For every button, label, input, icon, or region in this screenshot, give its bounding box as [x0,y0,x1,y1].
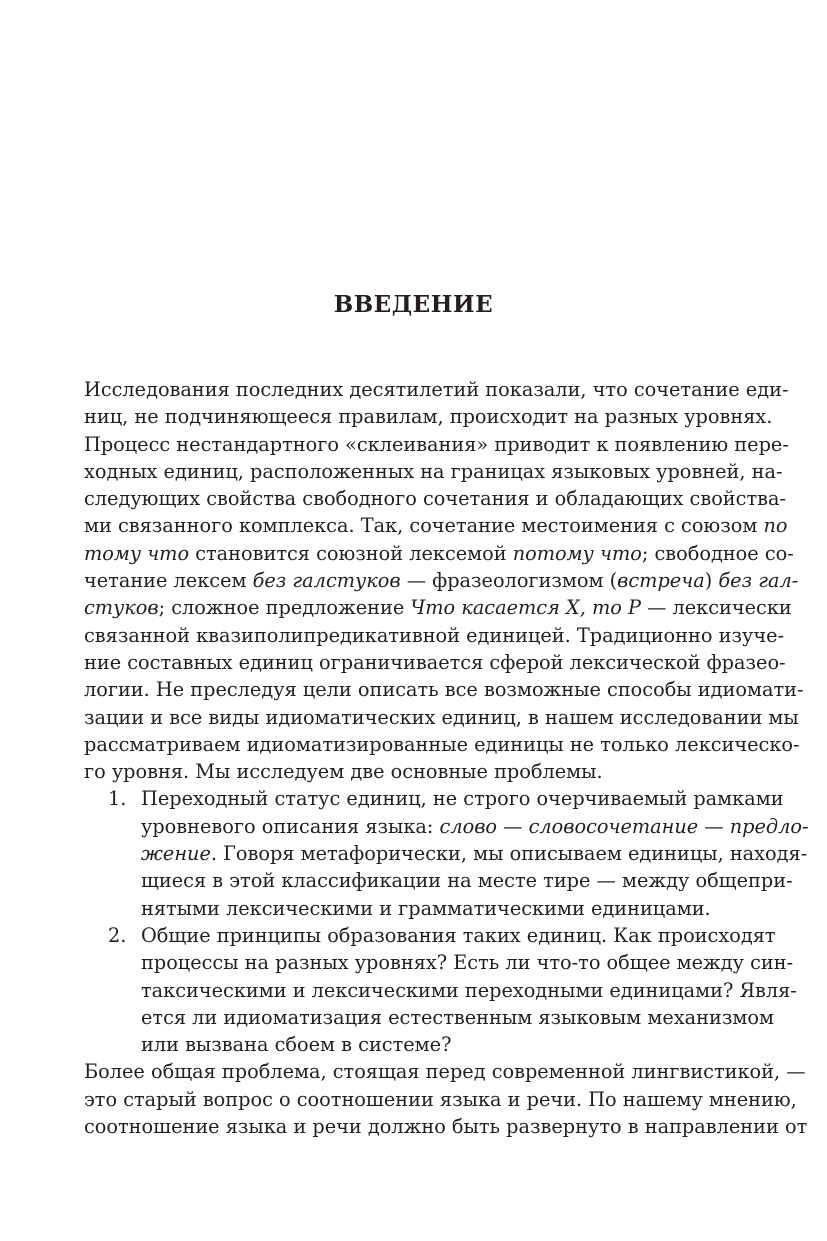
text-line: стуков; сложное предложение Что касается X, то P — лексически [84,596,792,620]
paragraph [84,376,804,785]
list-item-line: щиеся в этой классификации на месте тире — между общепри- [141,869,793,893]
list-item [84,785,809,921]
list-item-line: нятыми лексическими и грамматическими единицами. [141,896,711,920]
body-text [84,376,809,1140]
text-line: ходных единиц, расположенных на границах языковых уровней, на- [84,459,783,483]
text-line: Более общая проблема, стоящая перед современной лингвистикой, — [84,1060,806,1084]
list-item-line: 2. Общие принципы образования таких единиц. Как происходят [84,922,736,949]
list-item-line: 1. Переходный статус единиц, не строго очерчиваемый рамками [84,785,736,812]
text-line: Исследования последних десятилетий показали, что сочетание еди- [84,378,789,401]
text-line: четание лексем без галстуков — фразеологизмом (встреча) без гал- [84,569,799,593]
paragraph [84,1058,808,1140]
list-item-number: 1. [108,787,127,811]
list-item-line: жение. Говоря метафорически, мы описываем единицы, находя- [141,842,808,866]
text-line: связанной квазиполипредикативной единицей. Традиционно изуче- [84,623,784,647]
text-line: ми связанного комплекса. Так, сочетание местоимения с союзом по [84,514,788,538]
text-line: ниц, не подчиняющееся правилам, происходит на разных уровнях. [84,405,773,429]
text-line: тому что становится союзной лексемой потому что; свободное со- [84,541,794,565]
text-line: ние составных единиц ограничивается сферой лексической фразео- [84,650,786,674]
text-line: следующих свойства свободного сочетания и обладающих свойства- [84,487,786,511]
page-title: ВВЕДЕНИЕ [333,291,494,318]
list-item-line: ется ли идиоматизация естественным языковым механизмом [141,1005,774,1029]
text-line: соотношение языка и речи должно быть развернуто в направлении от [84,1115,808,1139]
list-item-number: 2. [108,923,127,947]
text-line: го уровня. Мы исследуем две основные проблемы. [84,760,603,784]
list-item-line: таксическими и лексическими переходными единицами? Явля- [141,978,797,1002]
list-item-line: процессы на разных уровнях? Есть ли что-то общее между син- [141,951,794,975]
text-line: Процесс нестандартного «склеивания» приводит к появлению пере- [84,432,789,456]
numbered-list [84,785,809,1058]
text-line: зации и все виды идиоматических единиц, в нашем исследовании мы [84,705,799,729]
text-line: рассматриваем идиоматизированные единицы не только лексическо- [84,732,800,756]
text-line: логии. Не преследуя цели описать все возможные способы идиомати- [84,678,804,702]
list-item [84,922,797,1058]
list-item-line: или вызвана сбоем в системе? [141,1033,452,1057]
text-line: это старый вопрос о соотношении языка и речи. По нашему мнению, [84,1087,797,1111]
list-item-line: уровневого описания языка: слово — словосочетание — предло- [141,814,809,838]
